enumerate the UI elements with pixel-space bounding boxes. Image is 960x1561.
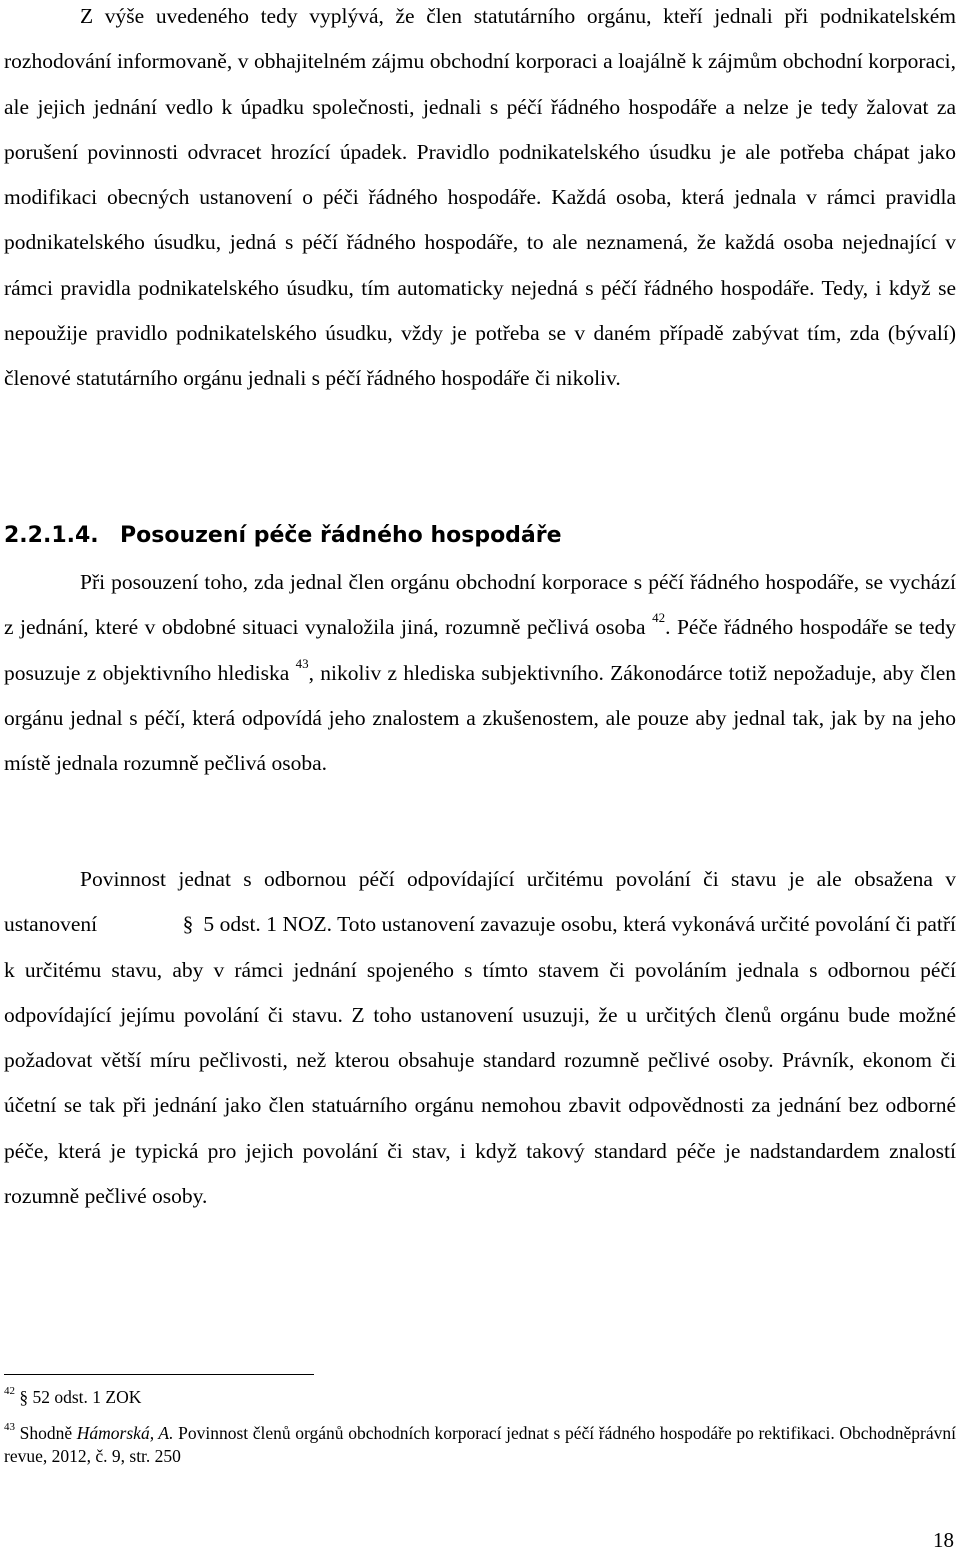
footnote-42-number: 42 (4, 1385, 15, 1397)
footnote-42-text: 52 odst. 1 ZOK (32, 1387, 142, 1407)
footnote-divider (4, 1374, 314, 1375)
section-heading (4, 514, 562, 558)
paragraph-3-part-2: 5 odst. 1 NOZ. Toto ustanovení zavazuje osobu, která vykonává určité povolání či patří k určitému stavu, aby v rámci jednání spojeného s tímto stavem či povoláním jednala s odbornou péčí odpovídající jejímu povolání či stavu. Z toho ustanovení usuzuji, že u určitých členů orgánu bude možné požadovat větší míru pečlivosti, než kterou obsahuje standard rozumně pečlivé osoby. Právník, ekonom či účetní se tak při jednání jako člen statuárního orgánu nemohou zbavit odpovědnosti za jednání bez odborné péče, která je typická pro jejich povolání či stav, i když takový standard péče je nadstandardem znalostí rozumně pečlivé osoby. (4, 912, 957, 1209)
paragraph-1: Z výše uvedeného tedy vyplývá, že člen statutárního orgánu, kteří jednali při podnikatelském rozhodování informovaně, v obhajitelném zájmu obchodní korporaci a loajálně k zájmům obchodní korporaci, ale jejich jednání vedlo k úpadku společnosti, jednali s péčí řádného hospodáře a nelze je tedy žalovat za porušení povinnosti odvracet hrozící úpadek. Pravidlo podnikatelského úsudku je ale potřeba chápat jako modifikaci obecných ustanovení o péči řádného hospodáře. Každá osoba, která jednala v rámci pravidla podnikatelského úsudku, jedná s péčí řádného hospodáře, to ale neznamená, že každá osoba nejednající v rámci pravidla podnikatelského úsudku, tím automaticky nejedná s péčí řádného hospodáře. Tedy, i když se nepoužije pravidlo podnikatelského úsudku, vždy je potřeba se v daném případě zabývat tím, zda (bývalí) členové statutárního orgánu jednali s péčí řádného hospodáře či nikoliv. (4, 4, 956, 391)
page-number: 18 (933, 1528, 954, 1552)
section-number: 2.2.1.4. (4, 523, 99, 548)
footnote-43-author: Hámorská, A. (76, 1423, 174, 1443)
paragraph-2 (4, 560, 956, 786)
footnote-43 (4, 1422, 956, 1468)
footnote-42 (4, 1386, 956, 1409)
section-title: Posouzení péče řádného hospodáře (120, 523, 562, 548)
paragraph-3 (4, 857, 956, 1219)
paragraph-2-part-1: Při posouzení toho, zda jednal člen orgánu obchodní korporace s péčí řádného hospodáře, se vychází z jednání, které v obdobné situaci vynaložila jiná, rozumně pečlivá osoba (4, 570, 956, 640)
paragraph-2-part-3: , nikoliv z hlediska subjektivního. Zákonodárce totiž nepožaduje, aby člen orgánu jednal s péčí, která odpovídá jeho znalostem a zkušenostem, ale pouze aby jednal tak, jak by na jeho místě jednala rozumně pečlivá osoba. (4, 660, 956, 776)
footnote-43-lead: Shodně (19, 1423, 73, 1443)
footnote-42-section-mark: § (19, 1387, 29, 1407)
footnote-43-number: 43 (4, 1421, 15, 1433)
section-mark: § (182, 912, 194, 937)
footnote-ref-42[interactable]: 42 (652, 610, 666, 626)
footnote-43-text: Povinnost členů orgánů obchodních korporací jednat s péčí řádného hospodáře po rektifikaci. Obchodněprávní revue, 2012, č. 9, str. 250 (4, 1423, 957, 1466)
paragraph-3-part-1: Povinnost jednat s odbornou péčí odpovídající určitému povolání či stavu je ale obsažena v ustanovení (4, 867, 956, 937)
footnote-ref-43[interactable]: 43 (295, 655, 309, 671)
paragraph-2-part-2: . Péče řádného hospodáře se tedy posuzuje z objektivního hlediska (4, 615, 957, 685)
